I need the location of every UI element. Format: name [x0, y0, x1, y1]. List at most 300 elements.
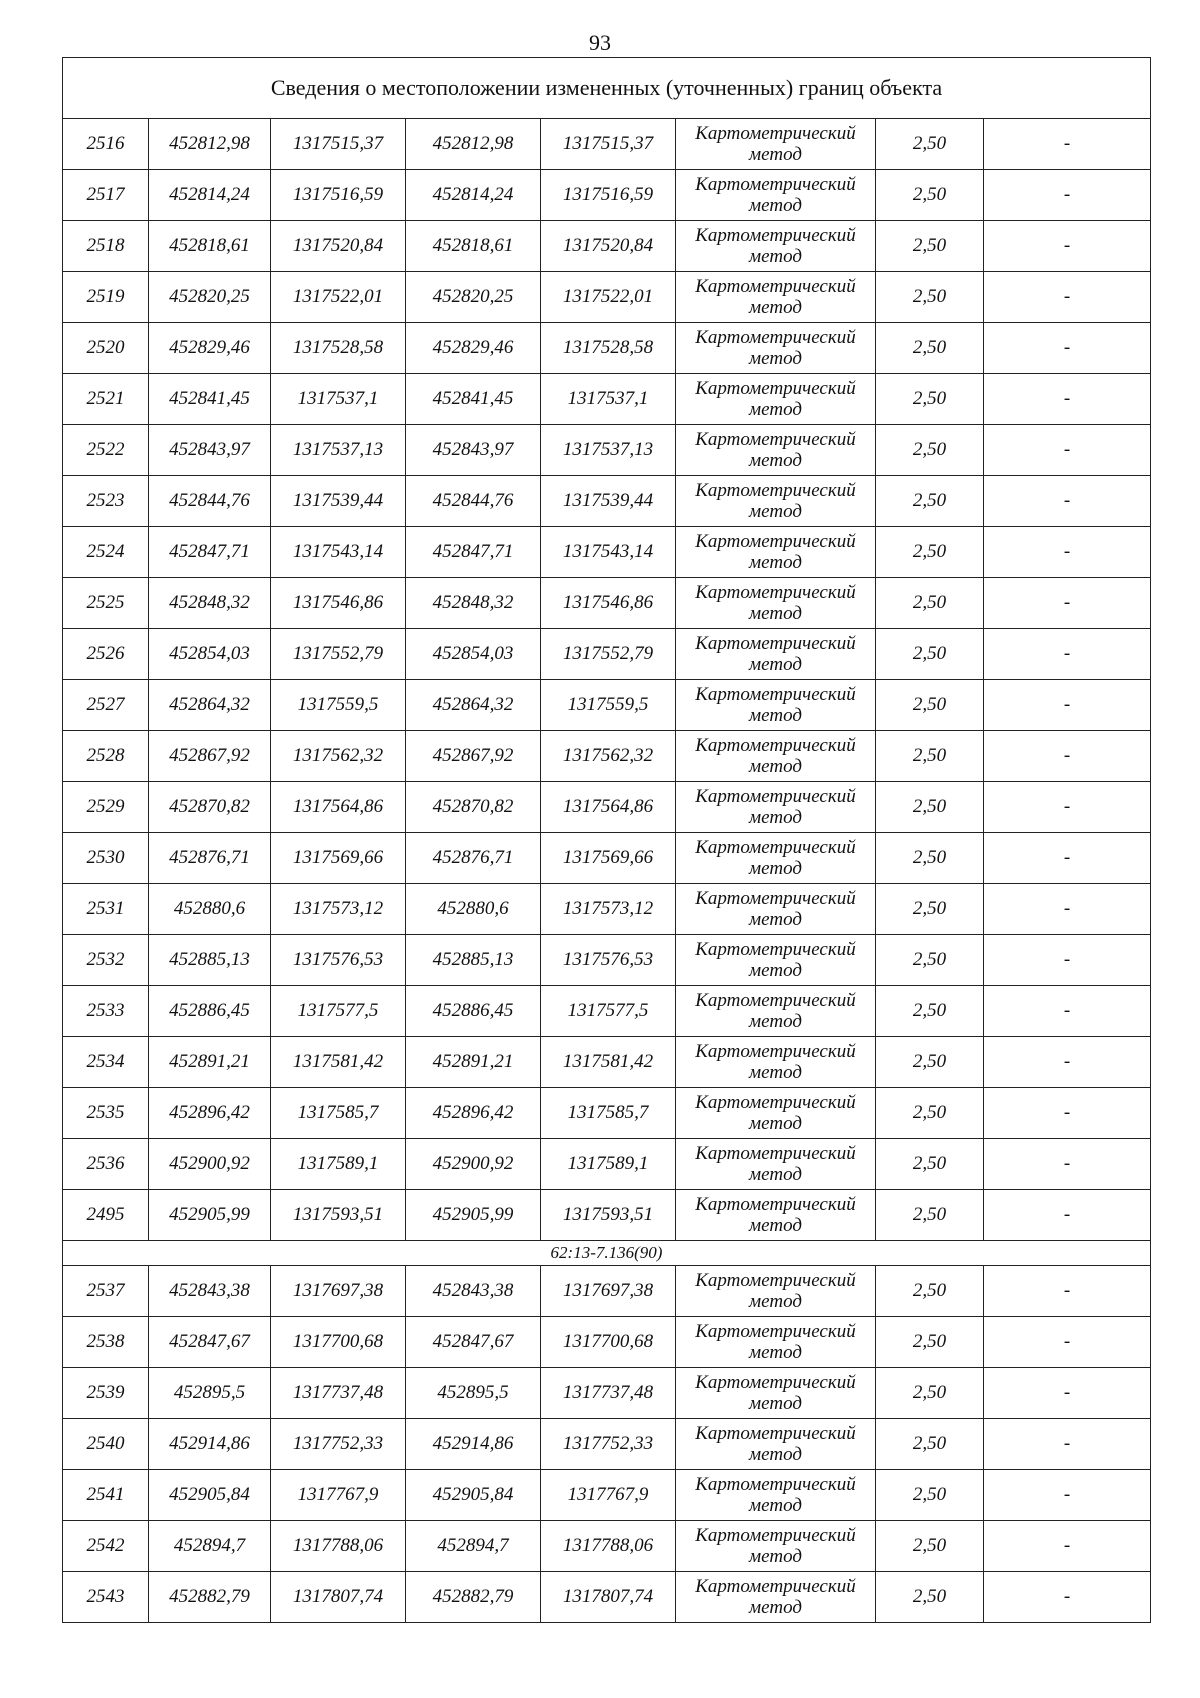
method-line1: Картометрический [695, 276, 856, 297]
table-row [63, 1139, 1151, 1190]
boundary-coordinates-table [62, 57, 1151, 1623]
point-number-cell: 2519 [63, 272, 149, 323]
y-new-cell: 1317515,37 [541, 119, 676, 170]
y-new-cell: 1317585,7 [541, 1088, 676, 1139]
y-new-cell: 1317528,58 [541, 323, 676, 374]
y-new-cell: 1317564,86 [541, 782, 676, 833]
x-new-cell: 452876,71 [406, 833, 541, 884]
method-line1: Картометрический [695, 990, 856, 1011]
table-row [63, 1037, 1151, 1088]
method-line1: Картометрический [695, 174, 856, 195]
y-existing-cell: 1317807,74 [271, 1572, 406, 1623]
note-cell: - [984, 986, 1151, 1037]
point-number-cell: 2534 [63, 1037, 149, 1088]
y-new-cell: 1317767,9 [541, 1470, 676, 1521]
point-number-cell: 2539 [63, 1368, 149, 1419]
x-new-cell: 452870,82 [406, 782, 541, 833]
method-cell [676, 680, 876, 731]
point-number-cell: 2533 [63, 986, 149, 1037]
table-row [63, 1317, 1151, 1368]
point-number-cell: 2528 [63, 731, 149, 782]
accuracy-cell: 2,50 [876, 170, 984, 221]
method-cell [676, 1037, 876, 1088]
y-existing-cell: 1317581,42 [271, 1037, 406, 1088]
method-cell [676, 884, 876, 935]
note-cell: - [984, 374, 1151, 425]
point-number-cell: 2537 [63, 1266, 149, 1317]
method-cell [676, 629, 876, 680]
method-line2: метод [749, 450, 802, 471]
y-new-cell: 1317593,51 [541, 1190, 676, 1241]
table-row [63, 1266, 1151, 1317]
method-line1: Картометрический [695, 1321, 856, 1342]
table-row [63, 986, 1151, 1037]
x-existing-cell: 452882,79 [149, 1572, 271, 1623]
method-line2: метод [749, 1062, 802, 1083]
y-new-cell: 1317700,68 [541, 1317, 676, 1368]
method-line1: Картометрический [695, 1194, 856, 1215]
accuracy-cell: 2,50 [876, 1266, 984, 1317]
x-new-cell: 452848,32 [406, 578, 541, 629]
accuracy-cell: 2,50 [876, 1470, 984, 1521]
method-line2: метод [749, 1444, 802, 1465]
table-row [63, 1521, 1151, 1572]
point-number-cell: 2542 [63, 1521, 149, 1572]
method-line1: Картометрический [695, 123, 856, 144]
accuracy-cell: 2,50 [876, 476, 984, 527]
x-existing-cell: 452843,38 [149, 1266, 271, 1317]
method-line2: метод [749, 909, 802, 930]
x-existing-cell: 452844,76 [149, 476, 271, 527]
method-cell [676, 1190, 876, 1241]
point-number-cell: 2522 [63, 425, 149, 476]
accuracy-cell: 2,50 [876, 323, 984, 374]
x-new-cell: 452847,67 [406, 1317, 541, 1368]
x-new-cell: 452896,42 [406, 1088, 541, 1139]
x-existing-cell: 452895,5 [149, 1368, 271, 1419]
method-line1: Картометрический [695, 1576, 856, 1597]
y-existing-cell: 1317700,68 [271, 1317, 406, 1368]
y-new-cell: 1317589,1 [541, 1139, 676, 1190]
x-existing-cell: 452905,84 [149, 1470, 271, 1521]
method-line2: метод [749, 1597, 802, 1618]
x-new-cell: 452854,03 [406, 629, 541, 680]
note-cell: - [984, 782, 1151, 833]
x-existing-cell: 452841,45 [149, 374, 271, 425]
x-existing-cell: 452847,67 [149, 1317, 271, 1368]
note-cell: - [984, 1088, 1151, 1139]
method-line1: Картометрический [695, 684, 856, 705]
x-new-cell: 452841,45 [406, 374, 541, 425]
x-existing-cell: 452876,71 [149, 833, 271, 884]
y-existing-cell: 1317552,79 [271, 629, 406, 680]
table-row [63, 476, 1151, 527]
y-existing-cell: 1317752,33 [271, 1419, 406, 1470]
y-new-cell: 1317552,79 [541, 629, 676, 680]
y-new-cell: 1317581,42 [541, 1037, 676, 1088]
note-cell: - [984, 1317, 1151, 1368]
method-line2: метод [749, 297, 802, 318]
method-cell [676, 1368, 876, 1419]
method-cell [676, 578, 876, 629]
method-line1: Картометрический [695, 837, 856, 858]
y-existing-cell: 1317559,5 [271, 680, 406, 731]
y-new-cell: 1317752,33 [541, 1419, 676, 1470]
point-number-cell: 2525 [63, 578, 149, 629]
y-existing-cell: 1317593,51 [271, 1190, 406, 1241]
y-new-cell: 1317537,1 [541, 374, 676, 425]
x-existing-cell: 452894,7 [149, 1521, 271, 1572]
x-existing-cell: 452867,92 [149, 731, 271, 782]
y-existing-cell: 1317537,13 [271, 425, 406, 476]
note-cell: - [984, 680, 1151, 731]
point-number-cell: 2529 [63, 782, 149, 833]
table-row [63, 170, 1151, 221]
x-existing-cell: 452847,71 [149, 527, 271, 578]
y-existing-cell: 1317539,44 [271, 476, 406, 527]
x-new-cell: 452864,32 [406, 680, 541, 731]
table-body [63, 58, 1151, 1623]
x-new-cell: 452894,7 [406, 1521, 541, 1572]
point-number-cell: 2538 [63, 1317, 149, 1368]
table-row [63, 119, 1151, 170]
accuracy-cell: 2,50 [876, 884, 984, 935]
point-number-cell: 2535 [63, 1088, 149, 1139]
method-line1: Картометрический [695, 888, 856, 909]
note-cell: - [984, 1266, 1151, 1317]
x-new-cell: 452843,97 [406, 425, 541, 476]
accuracy-cell: 2,50 [876, 119, 984, 170]
table-row [63, 425, 1151, 476]
table-row [63, 1368, 1151, 1419]
x-new-cell: 452867,92 [406, 731, 541, 782]
method-cell [676, 374, 876, 425]
method-line2: метод [749, 654, 802, 675]
y-existing-cell: 1317515,37 [271, 119, 406, 170]
point-number-cell: 2524 [63, 527, 149, 578]
x-new-cell: 452891,21 [406, 1037, 541, 1088]
note-cell: - [984, 425, 1151, 476]
accuracy-cell: 2,50 [876, 986, 984, 1037]
table-row [63, 680, 1151, 731]
note-cell: - [984, 1572, 1151, 1623]
y-existing-cell: 1317767,9 [271, 1470, 406, 1521]
method-line1: Картометрический [695, 1423, 856, 1444]
y-existing-cell: 1317589,1 [271, 1139, 406, 1190]
note-cell: - [984, 272, 1151, 323]
accuracy-cell: 2,50 [876, 935, 984, 986]
x-new-cell: 452895,5 [406, 1368, 541, 1419]
y-existing-cell: 1317564,86 [271, 782, 406, 833]
method-line1: Картометрический [695, 1270, 856, 1291]
method-line2: метод [749, 1011, 802, 1032]
x-existing-cell: 452891,21 [149, 1037, 271, 1088]
table-row [63, 1190, 1151, 1241]
note-cell: - [984, 1470, 1151, 1521]
method-cell [676, 425, 876, 476]
method-line1: Картометрический [695, 939, 856, 960]
x-new-cell: 452914,86 [406, 1419, 541, 1470]
note-cell: - [984, 935, 1151, 986]
method-line2: метод [749, 1113, 802, 1134]
note-cell: - [984, 1521, 1151, 1572]
method-line1: Картометрический [695, 1372, 856, 1393]
method-cell [676, 731, 876, 782]
y-new-cell: 1317573,12 [541, 884, 676, 935]
page-number: 93 [589, 30, 611, 55]
method-cell [676, 833, 876, 884]
y-existing-cell: 1317697,38 [271, 1266, 406, 1317]
note-cell: - [984, 1368, 1151, 1419]
accuracy-cell: 2,50 [876, 1139, 984, 1190]
x-new-cell: 452905,84 [406, 1470, 541, 1521]
point-number-cell: 2516 [63, 119, 149, 170]
accuracy-cell: 2,50 [876, 374, 984, 425]
method-line1: Картометрический [695, 1474, 856, 1495]
y-new-cell: 1317539,44 [541, 476, 676, 527]
accuracy-cell: 2,50 [876, 527, 984, 578]
y-new-cell: 1317520,84 [541, 221, 676, 272]
method-line2: метод [749, 195, 802, 216]
y-new-cell: 1317559,5 [541, 680, 676, 731]
method-cell [676, 1139, 876, 1190]
note-cell: - [984, 578, 1151, 629]
table-row [63, 272, 1151, 323]
method-line2: метод [749, 1546, 802, 1567]
x-existing-cell: 452900,92 [149, 1139, 271, 1190]
method-line1: Картометрический [695, 1092, 856, 1113]
y-existing-cell: 1317520,84 [271, 221, 406, 272]
point-number-cell: 2540 [63, 1419, 149, 1470]
section-label: 62:13-7.136(90) [63, 1241, 1151, 1266]
x-new-cell: 452847,71 [406, 527, 541, 578]
method-line1: Картометрический [695, 786, 856, 807]
accuracy-cell: 2,50 [876, 1037, 984, 1088]
method-line1: Картометрический [695, 480, 856, 501]
method-cell [676, 782, 876, 833]
x-existing-cell: 452870,82 [149, 782, 271, 833]
point-number-cell: 2531 [63, 884, 149, 935]
accuracy-cell: 2,50 [876, 833, 984, 884]
method-cell [676, 1317, 876, 1368]
accuracy-cell: 2,50 [876, 1317, 984, 1368]
x-new-cell: 452829,46 [406, 323, 541, 374]
x-existing-cell: 452829,46 [149, 323, 271, 374]
y-existing-cell: 1317522,01 [271, 272, 406, 323]
y-existing-cell: 1317573,12 [271, 884, 406, 935]
point-number-cell: 2518 [63, 221, 149, 272]
accuracy-cell: 2,50 [876, 221, 984, 272]
method-cell [676, 119, 876, 170]
method-line2: метод [749, 1291, 802, 1312]
note-cell: - [984, 1139, 1151, 1190]
method-cell [676, 323, 876, 374]
method-cell [676, 1470, 876, 1521]
y-new-cell: 1317537,13 [541, 425, 676, 476]
point-number-cell: 2517 [63, 170, 149, 221]
table-title-row [63, 58, 1151, 119]
y-new-cell: 1317697,38 [541, 1266, 676, 1317]
method-cell [676, 476, 876, 527]
method-line1: Картометрический [695, 633, 856, 654]
method-line1: Картометрический [695, 225, 856, 246]
note-cell: - [984, 731, 1151, 782]
x-new-cell: 452814,24 [406, 170, 541, 221]
y-new-cell: 1317543,14 [541, 527, 676, 578]
table-row [63, 1088, 1151, 1139]
x-existing-cell: 452864,32 [149, 680, 271, 731]
accuracy-cell: 2,50 [876, 1521, 984, 1572]
method-cell [676, 272, 876, 323]
method-cell [676, 170, 876, 221]
method-line2: метод [749, 603, 802, 624]
y-new-cell: 1317807,74 [541, 1572, 676, 1623]
method-cell [676, 986, 876, 1037]
note-cell: - [984, 476, 1151, 527]
x-new-cell: 452812,98 [406, 119, 541, 170]
x-existing-cell: 452886,45 [149, 986, 271, 1037]
method-cell [676, 1572, 876, 1623]
table-row [63, 374, 1151, 425]
y-new-cell: 1317737,48 [541, 1368, 676, 1419]
accuracy-cell: 2,50 [876, 1190, 984, 1241]
y-existing-cell: 1317569,66 [271, 833, 406, 884]
accuracy-cell: 2,50 [876, 425, 984, 476]
note-cell: - [984, 119, 1151, 170]
table-row [63, 578, 1151, 629]
method-line1: Картометрический [695, 1143, 856, 1164]
method-line2: метод [749, 552, 802, 573]
method-line1: Картометрический [695, 378, 856, 399]
accuracy-cell: 2,50 [876, 629, 984, 680]
table-title: Сведения о местоположении измененных (уточненных) границ объекта [63, 58, 1151, 119]
x-new-cell: 452844,76 [406, 476, 541, 527]
accuracy-cell: 2,50 [876, 1088, 984, 1139]
y-existing-cell: 1317576,53 [271, 935, 406, 986]
point-number-cell: 2526 [63, 629, 149, 680]
x-new-cell: 452843,38 [406, 1266, 541, 1317]
accuracy-cell: 2,50 [876, 782, 984, 833]
x-new-cell: 452882,79 [406, 1572, 541, 1623]
y-existing-cell: 1317788,06 [271, 1521, 406, 1572]
y-new-cell: 1317569,66 [541, 833, 676, 884]
method-line2: метод [749, 1342, 802, 1363]
method-line2: метод [749, 348, 802, 369]
point-number-cell: 2495 [63, 1190, 149, 1241]
y-existing-cell: 1317543,14 [271, 527, 406, 578]
accuracy-cell: 2,50 [876, 1368, 984, 1419]
method-line2: метод [749, 1393, 802, 1414]
method-cell [676, 1088, 876, 1139]
x-existing-cell: 452885,13 [149, 935, 271, 986]
method-line2: метод [749, 1495, 802, 1516]
table-row [63, 1419, 1151, 1470]
method-line2: метод [749, 1215, 802, 1236]
method-line2: метод [749, 399, 802, 420]
note-cell: - [984, 884, 1151, 935]
note-cell: - [984, 323, 1151, 374]
method-cell [676, 221, 876, 272]
note-cell: - [984, 833, 1151, 884]
point-number-cell: 2530 [63, 833, 149, 884]
method-line1: Картометрический [695, 735, 856, 756]
method-line2: метод [749, 1164, 802, 1185]
table-row [63, 323, 1151, 374]
accuracy-cell: 2,50 [876, 1419, 984, 1470]
table-row [63, 884, 1151, 935]
table-row [63, 1470, 1151, 1521]
x-new-cell: 452818,61 [406, 221, 541, 272]
method-line2: метод [749, 501, 802, 522]
point-number-cell: 2536 [63, 1139, 149, 1190]
y-existing-cell: 1317516,59 [271, 170, 406, 221]
x-new-cell: 452886,45 [406, 986, 541, 1037]
method-line1: Картометрический [695, 582, 856, 603]
x-existing-cell: 452905,99 [149, 1190, 271, 1241]
section-row [63, 1241, 1151, 1266]
x-new-cell: 452820,25 [406, 272, 541, 323]
table-row [63, 782, 1151, 833]
method-cell [676, 527, 876, 578]
note-cell: - [984, 1419, 1151, 1470]
accuracy-cell: 2,50 [876, 731, 984, 782]
method-line1: Картометрический [695, 531, 856, 552]
y-new-cell: 1317516,59 [541, 170, 676, 221]
y-new-cell: 1317576,53 [541, 935, 676, 986]
y-existing-cell: 1317546,86 [271, 578, 406, 629]
point-number-cell: 2520 [63, 323, 149, 374]
method-cell [676, 935, 876, 986]
y-new-cell: 1317577,5 [541, 986, 676, 1037]
x-existing-cell: 452896,42 [149, 1088, 271, 1139]
x-existing-cell: 452843,97 [149, 425, 271, 476]
x-existing-cell: 452814,24 [149, 170, 271, 221]
y-existing-cell: 1317537,1 [271, 374, 406, 425]
method-line2: метод [749, 246, 802, 267]
y-new-cell: 1317788,06 [541, 1521, 676, 1572]
x-new-cell: 452885,13 [406, 935, 541, 986]
y-existing-cell: 1317585,7 [271, 1088, 406, 1139]
note-cell: - [984, 221, 1151, 272]
x-existing-cell: 452854,03 [149, 629, 271, 680]
note-cell: - [984, 1190, 1151, 1241]
x-existing-cell: 452818,61 [149, 221, 271, 272]
table-row [63, 221, 1151, 272]
accuracy-cell: 2,50 [876, 680, 984, 731]
table-row [63, 731, 1151, 782]
table-row [63, 935, 1151, 986]
y-existing-cell: 1317737,48 [271, 1368, 406, 1419]
x-new-cell: 452900,92 [406, 1139, 541, 1190]
method-line2: метод [749, 756, 802, 777]
x-existing-cell: 452820,25 [149, 272, 271, 323]
y-new-cell: 1317562,32 [541, 731, 676, 782]
table-row [63, 1572, 1151, 1623]
method-line1: Картометрический [695, 1041, 856, 1062]
method-line2: метод [749, 858, 802, 879]
table-row [63, 833, 1151, 884]
x-existing-cell: 452880,6 [149, 884, 271, 935]
point-number-cell: 2541 [63, 1470, 149, 1521]
note-cell: - [984, 629, 1151, 680]
accuracy-cell: 2,50 [876, 1572, 984, 1623]
x-existing-cell: 452848,32 [149, 578, 271, 629]
table-row [63, 629, 1151, 680]
y-existing-cell: 1317577,5 [271, 986, 406, 1037]
x-new-cell: 452880,6 [406, 884, 541, 935]
point-number-cell: 2543 [63, 1572, 149, 1623]
method-line1: Картометрический [695, 429, 856, 450]
